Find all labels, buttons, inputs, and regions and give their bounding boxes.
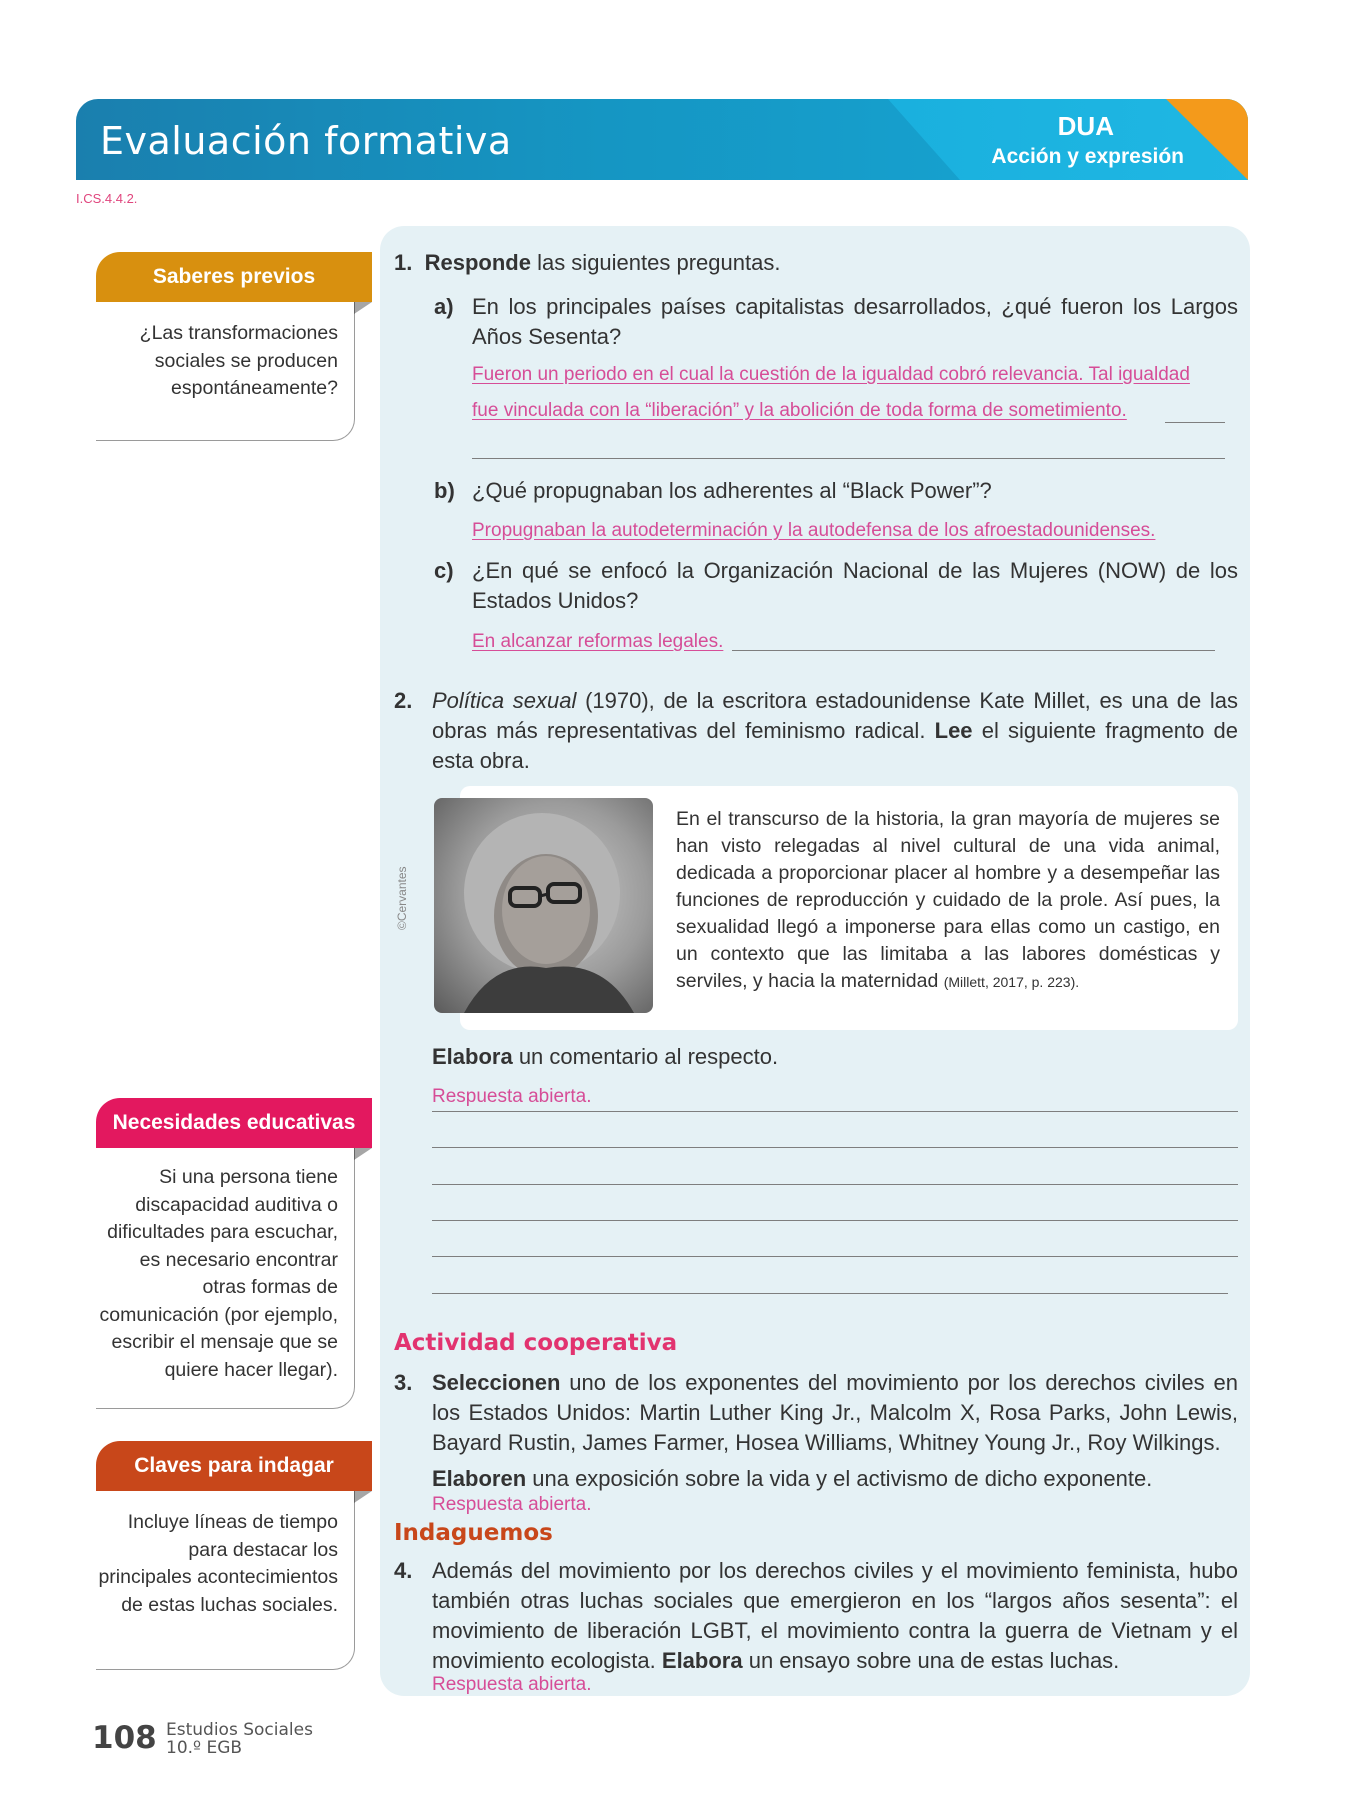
necesidades-educativas-box <box>96 1098 355 1409</box>
question-1a-text: En los principales países capitalistas desarrollados, ¿qué fueron los Largos Años Sesenta? <box>472 294 1238 349</box>
page-title: Evaluación formativa <box>100 119 512 163</box>
question-1 <box>394 248 1234 278</box>
question-3-task: Elaboren una exposición sobre la vida y el activismo de dicho exponente. <box>432 1466 1153 1491</box>
question-2-task: Elabora un comentario al respecto. <box>432 1044 779 1069</box>
answer-3: Respuesta abierta. <box>432 1494 592 1515</box>
answer-line <box>432 1256 1238 1257</box>
question-1-verb: Responde <box>424 250 531 275</box>
question-1a-label: a) <box>434 294 454 319</box>
claves-para-indagar-text: Incluye líneas de tiempo para destacar los principales acontecimientos de estas luchas sociales. <box>98 1511 338 1616</box>
dua-subtitle: Acción y expresión <box>991 145 1184 168</box>
question-1-number: 1. <box>394 250 413 275</box>
answer-1c: En alcanzar reformas legales. <box>472 631 724 652</box>
dua-title: DUA <box>1057 111 1114 141</box>
answer-line <box>432 1220 1238 1221</box>
question-2-text: Política sexual (1970), de la escritora estadounidense Kate Millet, es una de las obras más representativas del feminismo radical. Lee el siguiente fragmento de esta obra. <box>432 688 1238 773</box>
question-4-verb: Elabora <box>661 1648 743 1673</box>
necesidades-educativas-text: Si una persona tiene discapacidad auditiva o dificultades para escuchar, es necesario encontrar otras formas de comunicación (por ejemplo, escribir el mensaje que se quiere hacer llegar). <box>99 1166 338 1381</box>
saberes-previos-text: ¿Las transformaciones sociales se producen espontáneamente? <box>139 322 338 399</box>
book-title: Política sexual <box>432 688 577 713</box>
question-3-task-verb: Elaboren <box>432 1466 527 1491</box>
answer-line-fill <box>732 650 1215 651</box>
answer-line <box>472 458 1225 459</box>
answer-line <box>432 1293 1228 1294</box>
question-1b-text: ¿Qué propugnaban los adherentes al “Black Power”? <box>472 478 992 503</box>
saberes-previos-title: Saberes previos <box>96 252 372 302</box>
author-photo <box>434 798 653 1013</box>
question-2-task-verb: Elabora <box>432 1044 513 1069</box>
section-header <box>76 99 1248 180</box>
answer-1a-line1: Fueron un periodo en el cual la cuestión de la igualdad cobró relevancia. Tal igualdad <box>472 364 1190 385</box>
answer-line <box>432 1111 1238 1112</box>
claves-para-indagar-box <box>96 1441 355 1670</box>
quote-text: En el transcurso de la historia, la gran mayoría de mujeres se han visto relegadas al nivel cultural de una vida animal, dedicada a proporcionar placer al hombre y a desempeñar las funciones de reproducción y cuidado de la prole. Así pues, la sexualidad llegó a imponerse para ellas como un castigo, en un contexto que las limitaba a las labores domésticas y serviles, y hacia la maternidad (Millett, 2017, p. 223). <box>676 808 1220 992</box>
question-4-text: Además del movimiento por los derechos civiles y el movimiento feminista, hubo también otras luchas sociales que emergieron en los “largos años sesenta”: el movimiento de liberación LGBT, el movimiento contra la guerra de Vietnam y el movimiento ecologista. Elabora un ensayo sobre una de estas luchas. <box>432 1558 1238 1673</box>
answer-4: Respuesta abierta. <box>432 1674 592 1695</box>
question-1c-label: c) <box>434 558 454 583</box>
question-4-number: 4. <box>394 1558 413 1583</box>
answer-2: Respuesta abierta. <box>432 1086 592 1107</box>
photo-credit: ©Cervantes <box>395 866 409 930</box>
answer-line <box>432 1184 1238 1185</box>
answer-line <box>432 1147 1238 1148</box>
indaguemos-title: Indaguemos <box>394 1520 553 1546</box>
answer-1b: Propugnaban la autodeterminación y la autodefensa de los afroestadounidenses. <box>472 520 1156 541</box>
question-1-text: las siguientes preguntas. <box>530 250 781 275</box>
question-2-verb: Lee <box>934 718 973 743</box>
question-1b-label: b) <box>434 478 455 503</box>
necesidades-educativas-title: Necesidades educativas <box>96 1098 372 1148</box>
quote-citation: (Millett, 2017, p. 223). <box>943 974 1080 990</box>
question-2-number: 2. <box>394 688 413 713</box>
question-3-number: 3. <box>394 1370 413 1395</box>
indicator-code: I.CS.4.4.2. <box>76 191 138 206</box>
question-3-verb: Seleccionen <box>432 1370 561 1395</box>
question-1c-text: ¿En qué se enfocó la Organización Nacional de las Mujeres (NOW) de los Estados Unidos? <box>472 558 1238 613</box>
subject-label: Estudios Sociales 10.º EGB <box>166 1720 313 1758</box>
answer-1a-line2: fue vinculada con la “liberación” y la abolición de toda forma de sometimiento. <box>472 400 1127 421</box>
claves-para-indagar-title: Claves para indagar <box>96 1441 372 1491</box>
answer-line-fill <box>1165 422 1225 423</box>
question-3-text: Seleccionen uno de los exponentes del movimiento por los derechos civiles en los Estados Unidos: Martin Luther King Jr., Malcolm X, Rosa Parks, John Lewis, Bayard Rustin, James Farmer, Hosea Williams, Whitney Young Jr., Roy Wilkings. <box>432 1370 1238 1455</box>
cooperativa-title: Actividad cooperativa <box>394 1330 678 1356</box>
page-number: 108 <box>92 1720 157 1756</box>
saberes-previos-box <box>96 252 355 441</box>
